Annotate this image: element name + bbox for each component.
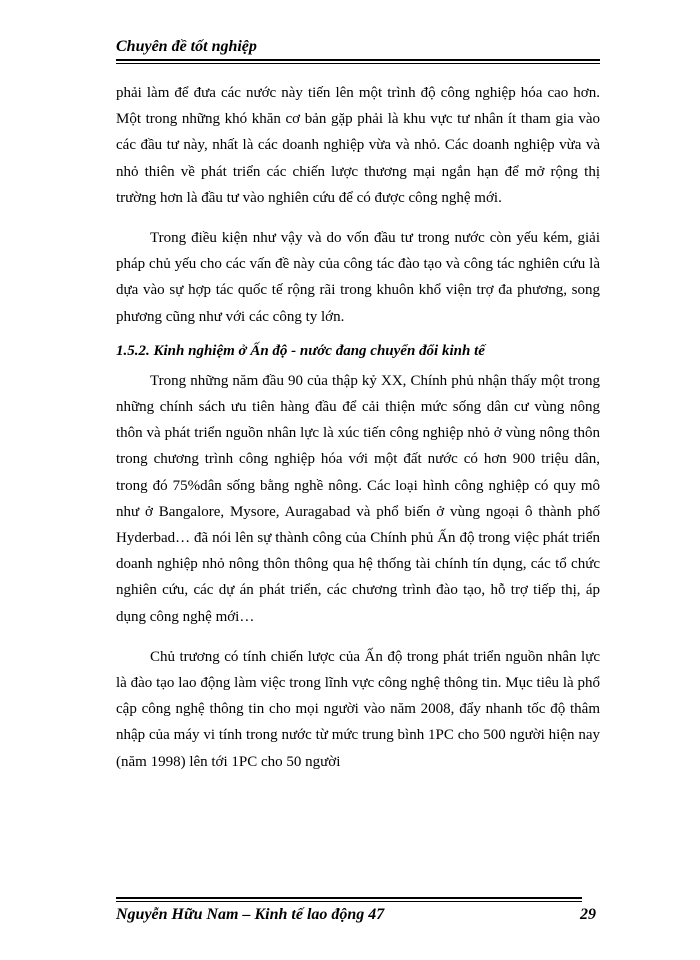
paragraph-1: phải làm để đưa các nước này tiến lên một trình độ công nghiệp hóa cao hơn. Một trong những khó khăn cơ bản gặp phải là khu vực tư nhân ít tham gia vào các đầu tư này, nhất là các doanh nghiệp vừa và nhỏ. Các doanh nghiệp vừa và nhỏ thiên về phát triển các chiến lược thương mại ngắn hạn để mở rộng thị trường hơn là đầu tư vào nghiên cứu để có được công nghệ mới. (116, 85, 600, 206)
section-heading: 1.5.2. Kinh nghiệm ở Ấn độ - nước đang chuyển đổi kinh tế (116, 342, 485, 359)
footer-rule-thin (116, 901, 582, 902)
document-body (116, 80, 600, 775)
footer-author: Nguyễn Hữu Nam – Kinh tế lao động 47 (116, 906, 385, 923)
page-number: 29 (580, 906, 596, 923)
header-title: Chuyên đề tốt nghiệp (116, 38, 257, 55)
header-rule-thin (116, 63, 600, 64)
footer-rule (116, 897, 582, 899)
header-rule (116, 59, 600, 61)
paragraph-3: Trong những năm đầu 90 của thập kỷ XX, Chính phủ nhận thấy một trong những chính sách ưu tiên hàng đầu để cải thiện mức sống dân cư vùng nông thôn và phát triển nguồn nhân lực là xúc tiến công nghiệp nhỏ ở vùng nông thôn trong chương trình công nghiệp hóa với một đất nước có hơn 900 triệu dân, trong đó 75%dân sống bằng nghề nông. Các loại hình công nghiệp có quy mô như ở Bangalore, Mysore, Auragabad và phổ biến ở vùng ngoại ô thành phố Hyderbad… đã nói lên sự thành công của Chính phủ Ấn độ trong việc phát triển doanh nghiệp nhỏ nông thôn thông qua hệ thống tài chính tín dụng, các tổ chức nghiên cứu, các dự án phát triển, các chương trình đào tạo, hỗ trợ tiếp thị, áp dụng công nghệ mới… (116, 372, 600, 625)
paragraph-4: Chủ trương có tính chiến lược của Ấn độ trong phát triển nguồn nhân lực là đào tạo lao động làm việc trong lĩnh vực công nghệ thông tin. Mục tiêu là phổ cập công nghệ thông tin cho mọi người vào năm 2008, đẩy nhanh tốc độ thâm nhập của máy vi tính trong nước từ mức trung bình 1PC cho 500 người hiện nay (năm 1998) lên tới 1PC cho 50 người (116, 648, 600, 770)
paragraph-2: Trong điều kiện như vậy và do vốn đầu tư trong nước còn yếu kém, giải pháp chủ yếu cho các vấn đề này của công tác đào tạo và công tác nghiên cứu là dựa vào sự hợp tác quốc tế rộng rãi trong khuôn khổ viện trợ đa phương, song phương cũng như với các công ty lớn. (116, 230, 600, 325)
